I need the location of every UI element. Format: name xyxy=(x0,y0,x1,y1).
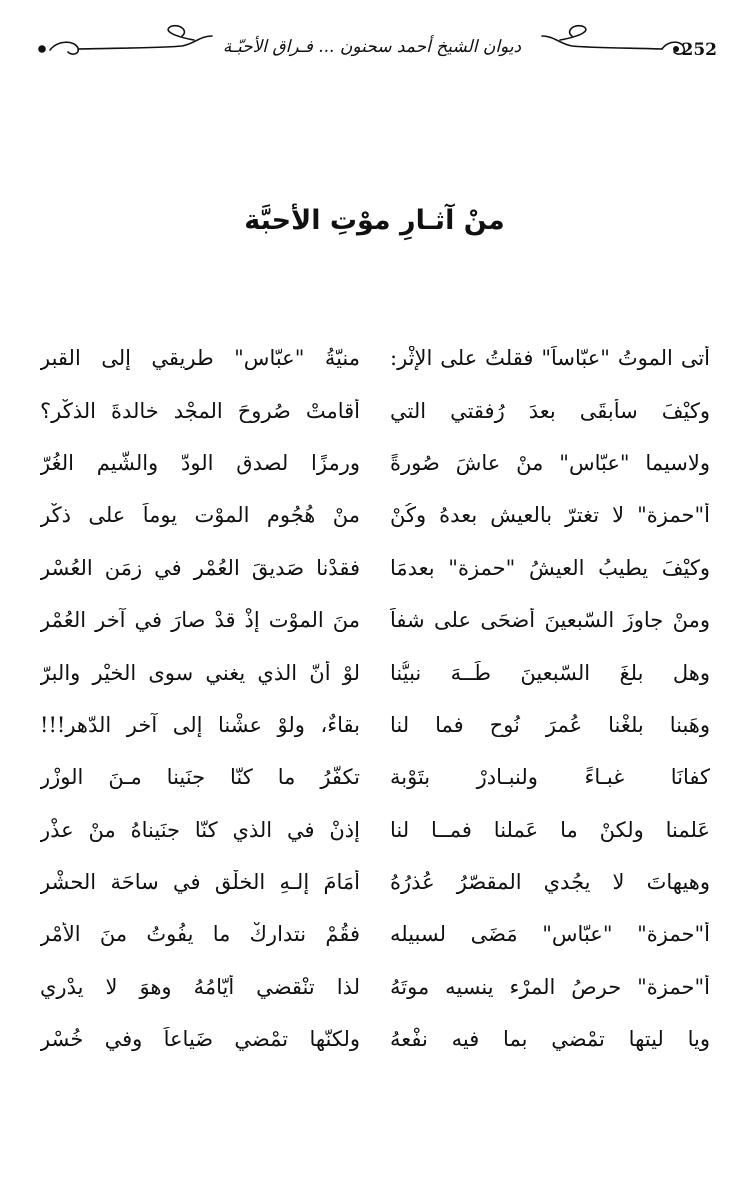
verse-first-half: ولاسيما "عبّاس" منْ عاشَ صُورةً xyxy=(390,450,710,475)
verse xyxy=(40,699,710,751)
verse-second-half: فقُمْ نتداركْ ما يفُوتُ منَ الأمْر xyxy=(40,922,360,947)
verse-first-half: ومنْ جاوزَ السّبعينَ أضحَى على شفاً xyxy=(390,608,710,633)
verse-second-half: أقامتْ صُروحَ المجْد خالدةَ الذكْر؟ xyxy=(40,398,360,423)
verse xyxy=(40,961,710,1013)
verse-first-half: وهل بلغَ السّبعينَ طَــهَ نبيُّنا xyxy=(390,660,710,685)
verse-first-half: ويا ليتها تمْضي بما فيه نفْعهُ xyxy=(390,1027,710,1052)
verse xyxy=(40,908,710,960)
verse-second-half: تكفّرُ ما كنّا جنَينا مـنَ الوِزْر xyxy=(40,765,360,790)
verse xyxy=(40,804,710,856)
verse-second-half: بقاءٌ، ولوْ عشْنا إلى آخر الدّهر!!! xyxy=(40,712,360,737)
verse-first-half: أ"حمزة" حرصُ المرْء ينسيه موتَهُ xyxy=(390,974,710,999)
verse-second-half: إذنْ في الذي كنّا جنَيناهُ منْ عذْر xyxy=(40,817,360,842)
verse xyxy=(40,594,710,646)
verse xyxy=(40,437,710,489)
verse-first-half: وهيهاتَ لا يجُدي المقصّرُ عُذرُهُ xyxy=(390,870,710,895)
verse xyxy=(40,751,710,803)
verse xyxy=(40,489,710,541)
running-head: ديوان الشيخ أحمد سحنون ... فـراق الأحبّـة xyxy=(222,37,522,57)
verse-first-half: وهَبنا بلغْنا عُمرَ نُوحٍ فما لنا xyxy=(390,712,710,737)
verse-second-half: لذا تنْقضي أيّامُهُ وهوَ لا يدْري xyxy=(40,974,360,999)
verse-second-half: منَ الموْت إذْ قدْ صارَ في آخر العُمْر xyxy=(40,608,360,633)
verse xyxy=(40,384,710,436)
verse xyxy=(40,332,710,384)
verse-first-half: وكيْفَ سأبقَى بعدَ رُفقتي التي xyxy=(390,398,710,423)
verse xyxy=(40,856,710,908)
verse-first-half: وكيْفَ يطيبُ العيشُ "حمزة" بعدمَا xyxy=(390,555,710,580)
verse-second-half: ولكنّها تمْضي ضَياعاً وفي خُسْر xyxy=(40,1027,360,1052)
verse-second-half: ورمزًا لصدق الودّ والشّيم الغُرّ xyxy=(40,450,360,475)
verse-first-half: أتى الموتُ "عبّاساً" فقلتُ على الإثْر: xyxy=(390,346,710,371)
verse xyxy=(40,542,710,594)
verse-first-half: كفانَا غبـاءً ولنبـادرْ بتَوْبة xyxy=(390,765,710,790)
page-number: •252 xyxy=(670,40,717,60)
verse-second-half: لوْ أنّ الذي يغني سوى الخيْر والبرّ xyxy=(40,660,360,685)
page-header xyxy=(22,22,727,82)
poem-title: منْ آثـارِ موْتِ الأحبَّة xyxy=(244,205,505,236)
verse-second-half: فقدْنا صَديقَ العُمْر في زمَنِ العُسْر xyxy=(40,555,360,580)
poem-body xyxy=(40,332,710,1065)
verse-second-half: منيّةُ "عبّاس" طريقي إلى القبر xyxy=(40,346,360,371)
verse-second-half: منْ هُجُوم الموْت يوماً على ذكْر xyxy=(40,503,360,528)
verse-first-half: أ"حمزة" لا تغترّ بالعيش بعدهُ وكُنْ xyxy=(390,503,710,528)
verse xyxy=(40,1013,710,1065)
verse-second-half: أمَامَ إلـهِ الخلْقِ في ساحَة الحشْر xyxy=(40,870,360,895)
verse xyxy=(40,646,710,698)
verse-first-half: عَلمنا ولكنْ ما عَملنا فمــا لنا xyxy=(390,817,710,842)
verse-first-half: أ"حمزة" "عبّاس" مَضَى لسبيله xyxy=(390,922,710,947)
